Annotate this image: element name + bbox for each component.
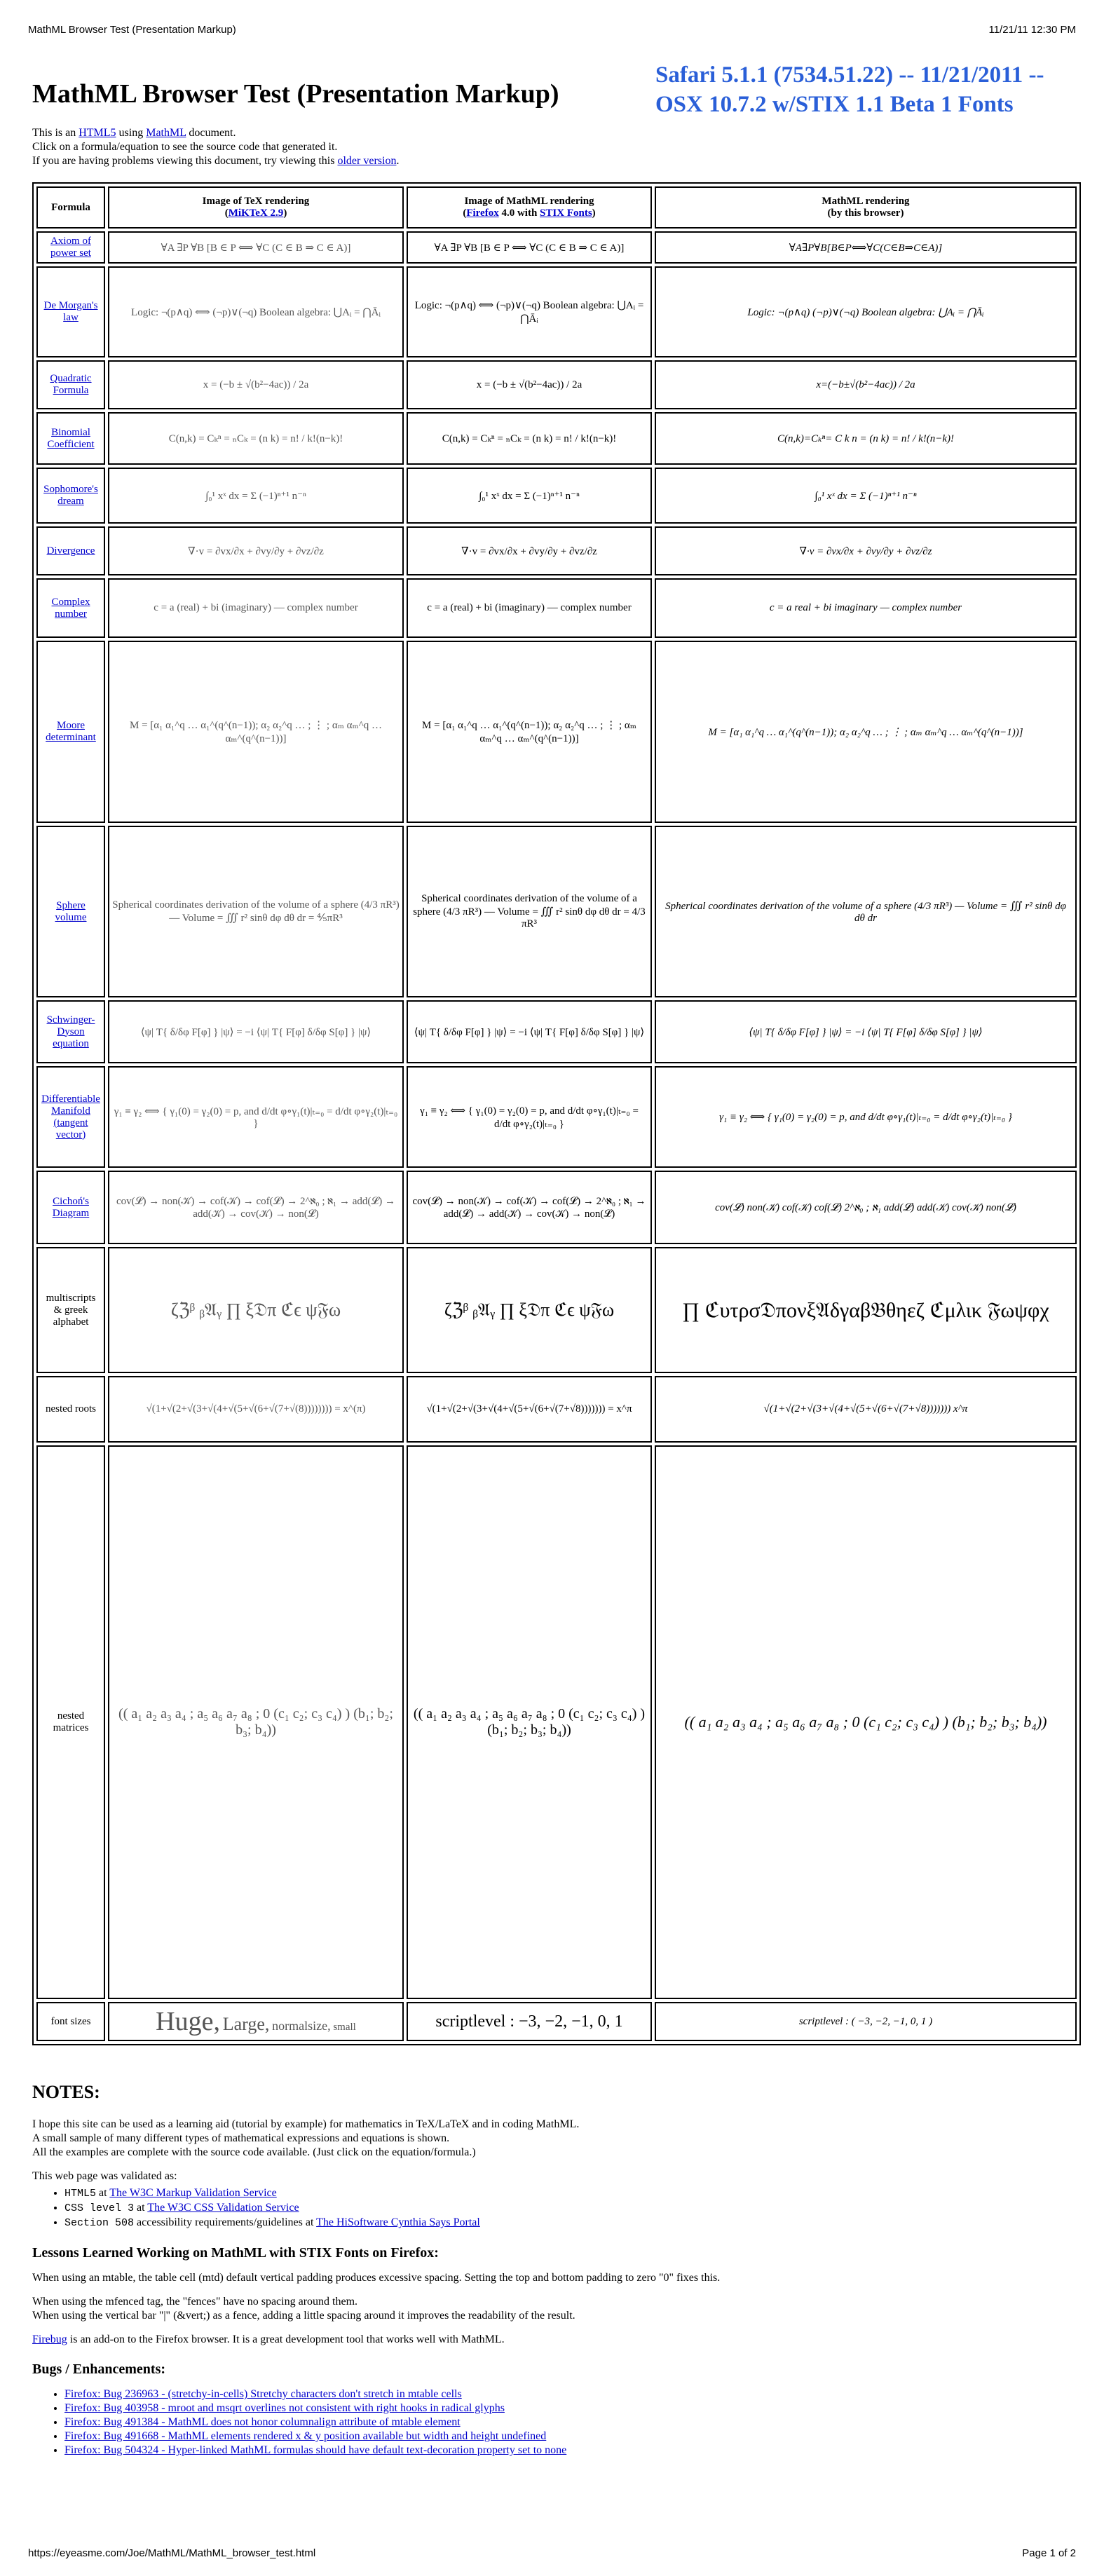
table-row [36, 826, 1077, 997]
formula-link[interactable]: Binomial Coefficient [47, 426, 95, 450]
tex-image[interactable]: c = a (real) + bi (imaginary) — complex number [108, 578, 404, 638]
formula-label: multiscripts & greek alphabet [36, 1247, 105, 1373]
formula-link[interactable]: Quadratic Formula [50, 373, 92, 396]
firefox-image[interactable]: scriptlevel : −3, −2, −1, 0, 1 [407, 2002, 652, 2041]
firefox-link[interactable]: Firefox [466, 207, 499, 219]
validated-list [32, 2186, 1070, 2230]
browser-render[interactable]: cov(𝓛) non(𝒦) cof(𝒦) cof(𝓛) 2^ℵ₀ ; ℵ₁ add(𝓛) add(𝒦) cov(𝒦) non(𝓛) [655, 1171, 1077, 1244]
tex-small: small [333, 2022, 356, 2033]
browser-render[interactable]: M = [α₁ α₁^q … α₁^(q^(n−1)); α₂ α₂^q … ; ⋮ ; αₘ αₘ^q … αₘ^(q^(n−1))] [655, 641, 1077, 823]
table-row [36, 412, 1077, 465]
list-item [64, 2186, 1070, 2201]
browser-render[interactable]: ∫₀¹ xˣ dx = Σ (−1)ⁿ⁺¹ n⁻ⁿ [655, 468, 1077, 524]
bug-link[interactable]: Firefox: Bug 491668 - MathML elements rendered x & y position available but width and height undefined [64, 2430, 547, 2442]
header-tex: Image of TeX rendering (MiKTeX 2.9) [108, 186, 404, 229]
notes-heading: NOTES: [32, 2082, 100, 2102]
table-row [36, 1000, 1077, 1063]
table-row [36, 526, 1077, 575]
table-row [36, 1171, 1077, 1244]
browser-render[interactable]: (( a₁ a₂ a₃ a₄ ; a₅ a₆ a₇ a₈ ; 0 (c₁ c₂; c₃ c₄) ) (b₁; b₂; b₃; b₄)) [655, 1445, 1077, 1999]
bug-link[interactable]: Firefox: Bug 236963 - (stretchy-in-cells) Stretchy characters don't stretch in mtable cells [64, 2388, 462, 2400]
intro-text: If you are having problems viewing this document, try viewing this [32, 155, 338, 167]
browser-render[interactable]: c = a real + bi imaginary — complex number [655, 578, 1077, 638]
formula-link[interactable]: Divergence [46, 545, 95, 557]
notes-p2: A small sample of many different types of mathematical expressions and equations is shown. [32, 2132, 450, 2144]
notes-section [32, 2082, 1070, 2465]
header-formula: Formula [36, 186, 105, 229]
intro-text: using [116, 127, 146, 139]
firefox-image[interactable]: (( a₁ a₂ a₃ a₄ ; a₅ a₆ a₇ a₈ ; 0 (c₁ c₂; c₃ c₄) ) (b₁; b₂; b₃; b₄)) [407, 1445, 652, 1999]
intro-text: . [396, 155, 400, 167]
firefox-image[interactable]: x = (−b ± √(b²−4ac)) / 2a [407, 360, 652, 409]
tex-image[interactable]: cov(𝓛) → non(𝒦) → cof(𝒦) → cof(𝓛) → 2^ℵ₀ ; ℵ₁ → add(𝓛) → add(𝒦) → cov(𝒦) → non(𝓛) [108, 1171, 404, 1244]
intro-text: document. [186, 127, 236, 139]
list-text: accessibility requirements/guidelines at [134, 2216, 317, 2228]
list-text: at [134, 2202, 148, 2214]
formula-link[interactable]: Sophomore's dream [43, 484, 98, 507]
mathml-link[interactable]: MathML [146, 127, 186, 139]
table-row [36, 360, 1077, 409]
code-label: HTML5 [64, 2188, 97, 2200]
firefox-image[interactable]: Spherical coordinates derivation of the volume of a sphere (4/3 πR³) — Volume = ∭ r² sinθ dφ dθ dr = 4/3 πR³ [407, 826, 652, 997]
tex-image[interactable]: M = [α₁ α₁^q … α₁^(q^(n−1)); α₂ α₂^q … ; ⋮ ; αₘ αₘ^q … αₘ^(q^(n−1))] [108, 641, 404, 823]
table-row [36, 1247, 1077, 1373]
cynthia-link[interactable]: The HiSoftware Cynthia Says Portal [316, 2216, 480, 2228]
table-row [36, 266, 1077, 357]
tex-image[interactable]: ζℨᵝ ᵦ𝔄ᵧ ∏ ξ𝔇π ℭϵ ψ𝔉ω [108, 1247, 404, 1373]
formula-label: font sizes [36, 2002, 105, 2041]
print-header-date: 11/21/11 12:30 PM [988, 24, 1076, 36]
browser-render[interactable]: scriptlevel : ( −3, −2, −1, 0, 1 ) [655, 2002, 1077, 2041]
browser-render[interactable]: C(n,k)=Cₖⁿ= C k n = (n k) = n! / k!(n−k)! [655, 412, 1077, 465]
code-label: Section 508 [64, 2217, 135, 2229]
header-firefox-title: Image of MathML rendering [464, 196, 594, 207]
lesson-1: When using an mtable, the table cell (mtd) default vertical padding produces excessive spacing. Setting the top and bottom padding to zero "0" fixes this. [32, 2272, 721, 2284]
w3c-markup-link[interactable]: The W3C Markup Validation Service [109, 2187, 277, 2199]
list-item [64, 2415, 1070, 2430]
page-title: MathML Browser Test (Presentation Markup) [32, 79, 559, 109]
tex-image[interactable]: (( a₁ a₂ a₃ a₄ ; a₅ a₆ a₇ a₈ ; 0 (c₁ c₂; c₃ c₄) ) (b₁; b₂; b₃; b₄)) [108, 1445, 404, 1999]
header-browser-subtitle: (by this browser) [827, 207, 904, 219]
firefox-image[interactable]: ∀A ∃P ∀B [B ∈ P ⟺ ∀C (C ∈ B ⇒ C ∈ A)] [407, 231, 652, 264]
firebug-link[interactable]: Firebug [32, 2333, 67, 2345]
table-header-row [36, 186, 1077, 229]
intro-line2: Click on a formula/equation to see the source code that generated it. [32, 141, 338, 153]
tex-image[interactable]: x = (−b ± √(b²−4ac)) / 2a [108, 360, 404, 409]
table-row [36, 231, 1077, 264]
intro [32, 126, 399, 168]
validated-intro: This web page was validated as: [32, 2170, 177, 2182]
table-row [36, 2002, 1077, 2041]
tex-image[interactable]: ∇·v = ∂vx/∂x + ∂vy/∂y + ∂vz/∂z [108, 526, 404, 575]
browser-render[interactable]: ⟨ψ| T{ δ/δφ F[φ] } |ψ⟩ = −i ⟨ψ| T{ F[φ] δ/δφ S[φ] } |ψ⟩ [655, 1000, 1077, 1063]
header-browser [655, 186, 1077, 229]
print-header [28, 24, 1076, 36]
bug-link[interactable]: Firefox: Bug 403958 - mroot and msqrt overlines not consistent with right hooks in radical glyphs [64, 2402, 505, 2414]
tex-image[interactable]: Logic: ¬(p∧q) ⟺ (¬p)∨(¬q) Boolean algebra: ⋃Aᵢ = ⋂Āᵢ [108, 266, 404, 357]
list-item [64, 2430, 1070, 2444]
code-label: CSS level 3 [64, 2202, 135, 2214]
browser-render[interactable]: Spherical coordinates derivation of the volume of a sphere (4/3 πR³) — Volume = ∭ r² sinθ dφ dθ dr [655, 826, 1077, 997]
browser-render[interactable]: ∏ ℭυτρσ𝔇πονξ𝔄δγαβ𝔅θηεζ ℭμλικ 𝔉ωψφχ [655, 1247, 1077, 1373]
list-item [64, 2444, 1070, 2458]
firefox-image[interactable]: ⟨ψ| T{ δ/δφ F[φ] } |ψ⟩ = −i ⟨ψ| T{ F[φ] δ/δφ S[φ] } |ψ⟩ [407, 1000, 652, 1063]
intro-text: This is an [32, 127, 79, 139]
list-item [64, 2216, 1070, 2230]
print-footer-url: https://eyeasme.com/Joe/MathML/MathML_browser_test.html [28, 2547, 316, 2559]
formula-link[interactable]: Differentiable Manifold (tangent vector) [41, 1093, 100, 1140]
notes-p1: I hope this site can be used as a learning aid (tutorial by example) for mathematics in TeX/LaTeX and in coding MathML. [32, 2118, 580, 2130]
print-header-title: MathML Browser Test (Presentation Markup) [28, 24, 236, 36]
firefox-image[interactable]: M = [α₁ α₁^q … α₁^(q^(n−1)); α₂ α₂^q … ; ⋮ ; αₘ αₘ^q … αₘ^(q^(n−1))] [407, 641, 652, 823]
table-row [36, 1066, 1077, 1168]
formula-link[interactable]: Schwinger-Dyson equation [46, 1014, 95, 1049]
formula-label: nested roots [36, 1376, 105, 1443]
formula-table [32, 182, 1081, 2045]
tex-image[interactable] [108, 2002, 404, 2041]
table-row [36, 468, 1077, 524]
table-row [36, 641, 1077, 823]
table-row [36, 1445, 1077, 1999]
browser-render[interactable]: Logic: ¬(p∧q) (¬p)∨(¬q) Boolean algebra: ⋃Aᵢ = ⋂Āᵢ [655, 266, 1077, 357]
firefox-image[interactable]: Logic: ¬(p∧q) ⟺ (¬p)∨(¬q) Boolean algebra: ⋃Aᵢ = ⋂Āᵢ [407, 266, 652, 357]
stix-fonts-link[interactable]: STIX Fonts [540, 207, 592, 219]
tex-image[interactable]: ⟨ψ| T{ δ/δφ F[φ] } |ψ⟩ = −i ⟨ψ| T{ F[φ] δ/δφ S[φ] } |ψ⟩ [108, 1000, 404, 1063]
list-item [64, 2387, 1070, 2401]
table-row [36, 578, 1077, 638]
print-footer [28, 2547, 1076, 2559]
lesson-2: When using the mfenced tag, the "fences" have no spacing around them. [32, 2296, 358, 2308]
tex-image[interactable]: γ₁ ≡ γ₂ ⟺ { γ₁(0) = γ₂(0) = p, and d/dt φ∘γ₁(t)|ₜ₌₀ = d/dt φ∘γ₂(t)|ₜ₌₀ } [108, 1066, 404, 1168]
tex-large: Large, [222, 2014, 270, 2034]
tex-image[interactable]: √(1+√(2+√(3+√(4+√(5+√(6+√(7+√(8)))))))) = x^(π) [108, 1376, 404, 1443]
tex-image[interactable]: Spherical coordinates derivation of the volume of a sphere (4/3 πR³) — Volume = ∭ r² sinθ dφ dθ dr = ⅘πR³ [108, 826, 404, 997]
list-item [64, 2401, 1070, 2415]
firebug-text: is an add-on to the Firefox browser. It is a great development tool that works well with MathML. [67, 2333, 505, 2345]
firefox-image[interactable]: γ₁ ≡ γ₂ ⟺ { γ₁(0) = γ₂(0) = p, and d/dt φ∘γ₁(t)|ₜ₌₀ = d/dt φ∘γ₂(t)|ₜ₌₀ } [407, 1066, 652, 1168]
firefox-image[interactable]: ∫₀¹ xˣ dx = Σ (−1)ⁿ⁺¹ n⁻ⁿ [407, 468, 652, 524]
browser-render[interactable]: γ₁ ≡ γ₂ ⟺ { γ₁(0) = γ₂(0) = p, and d/dt φ∘γ₁(t)|ₜ₌₀ = d/dt φ∘γ₂(t)|ₜ₌₀ } [655, 1066, 1077, 1168]
tex-image[interactable]: ∀A ∃P ∀B [B ∈ P ⟺ ∀C (C ∈ B ⇒ C ∈ A)] [108, 231, 404, 264]
header-firefox-mid: 4.0 with [498, 207, 540, 219]
header-firefox: Image of MathML rendering (Firefox 4.0 with STIX Fonts) [407, 186, 652, 229]
firefox-image[interactable]: √(1+√(2+√(3+√(4+√(5+√(6+√(7+√8))))))) = x^π [407, 1376, 652, 1443]
browser-render[interactable]: ∇·v = ∂vx/∂x + ∂vy/∂y + ∂vz/∂z [655, 526, 1077, 575]
formula-label: nested matrices [36, 1445, 105, 1999]
firefox-image[interactable]: cov(𝓛) → non(𝒦) → cof(𝒦) → cof(𝓛) → 2^ℵ₀ ; ℵ₁ → add(𝓛) → add(𝒦) → cov(𝒦) → non(𝓛) [407, 1171, 652, 1244]
browser-render[interactable]: ∀A∃P∀B[B∈P⟺∀C(C∈B⇒C∈A)] [655, 231, 1077, 264]
firefox-image[interactable]: ∇·v = ∂vx/∂x + ∂vy/∂y + ∂vz/∂z [407, 526, 652, 575]
tex-image[interactable]: C(n,k) = Cₖⁿ = ₙCₖ = (n k) = n! / k!(n−k)! [108, 412, 404, 465]
formula-link[interactable]: Cichoń's Diagram [52, 1195, 90, 1219]
formula-link[interactable]: Sphere volume [55, 899, 87, 923]
notes-p3: All the examples are complete with the source code available. (Just click on the equation/formula.) [32, 2146, 476, 2158]
formula-link[interactable]: Axiom of power set [50, 236, 91, 259]
browser-render[interactable]: √(1+√(2+√(3+√(4+√(5+√(6+√(7+√8))))))) x^π [655, 1376, 1077, 1443]
firefox-image[interactable]: c = a (real) + bi (imaginary) — complex number [407, 578, 652, 638]
miktex-link[interactable]: MiKTeX 2.9 [228, 207, 284, 219]
tex-image[interactable]: ∫₀¹ xˣ dx = Σ (−1)ⁿ⁺¹ n⁻ⁿ [108, 468, 404, 524]
html5-link[interactable]: HTML5 [79, 127, 116, 139]
older-version-link[interactable]: older version [337, 155, 397, 167]
formula-link[interactable]: Complex number [51, 596, 90, 620]
bugs-heading: Bugs / Enhancements: [32, 2362, 166, 2377]
formula-link[interactable]: Moore determinant [46, 720, 96, 743]
formula-link[interactable]: De Morgan's law [43, 300, 98, 323]
table-row [36, 1376, 1077, 1443]
firefox-image[interactable]: ζℨᵝ ᵦ𝔄ᵧ ∏ ξ𝔇π ℭϵ ψ𝔉ω [407, 1247, 652, 1373]
bug-link[interactable]: Firefox: Bug 504324 - Hyper-linked MathML formulas should have default text-decoration property set to none [64, 2444, 567, 2456]
list-item [64, 2201, 1070, 2216]
print-footer-page: Page 1 of 2 [1022, 2547, 1076, 2559]
bugs-list [32, 2387, 1070, 2458]
header-browser-title: MathML rendering [822, 196, 910, 207]
list-text: at [96, 2187, 110, 2199]
w3c-css-link[interactable]: The W3C CSS Validation Service [147, 2202, 299, 2214]
bug-link[interactable]: Firefox: Bug 491384 - MathML does not honor columnalign attribute of mtable element [64, 2416, 461, 2428]
firefox-image[interactable]: C(n,k) = Cₖⁿ = ₙCₖ = (n k) = n! / k!(n−k)! [407, 412, 652, 465]
browser-render[interactable]: x=(−b±√(b²−4ac)) / 2a [655, 360, 1077, 409]
tex-huge: Huge, [156, 2007, 220, 2036]
header-tex-title: Image of TeX rendering [202, 196, 310, 207]
lesson-3: When using the vertical bar "|" (&vert;) as a fence, adding a little spacing around it improves the readability of the result. [32, 2310, 575, 2322]
browser-version-badge: Safari 5.1.1 (7534.51.22) -- 11/21/2011 -- OSX 10.7.2 w/STIX 1.1 Beta 1 Fonts [655, 62, 1044, 117]
tex-normalsize: normalsize, [272, 2019, 331, 2033]
lessons-heading: Lessons Learned Working on MathML with STIX Fonts on Firefox: [32, 2245, 439, 2261]
